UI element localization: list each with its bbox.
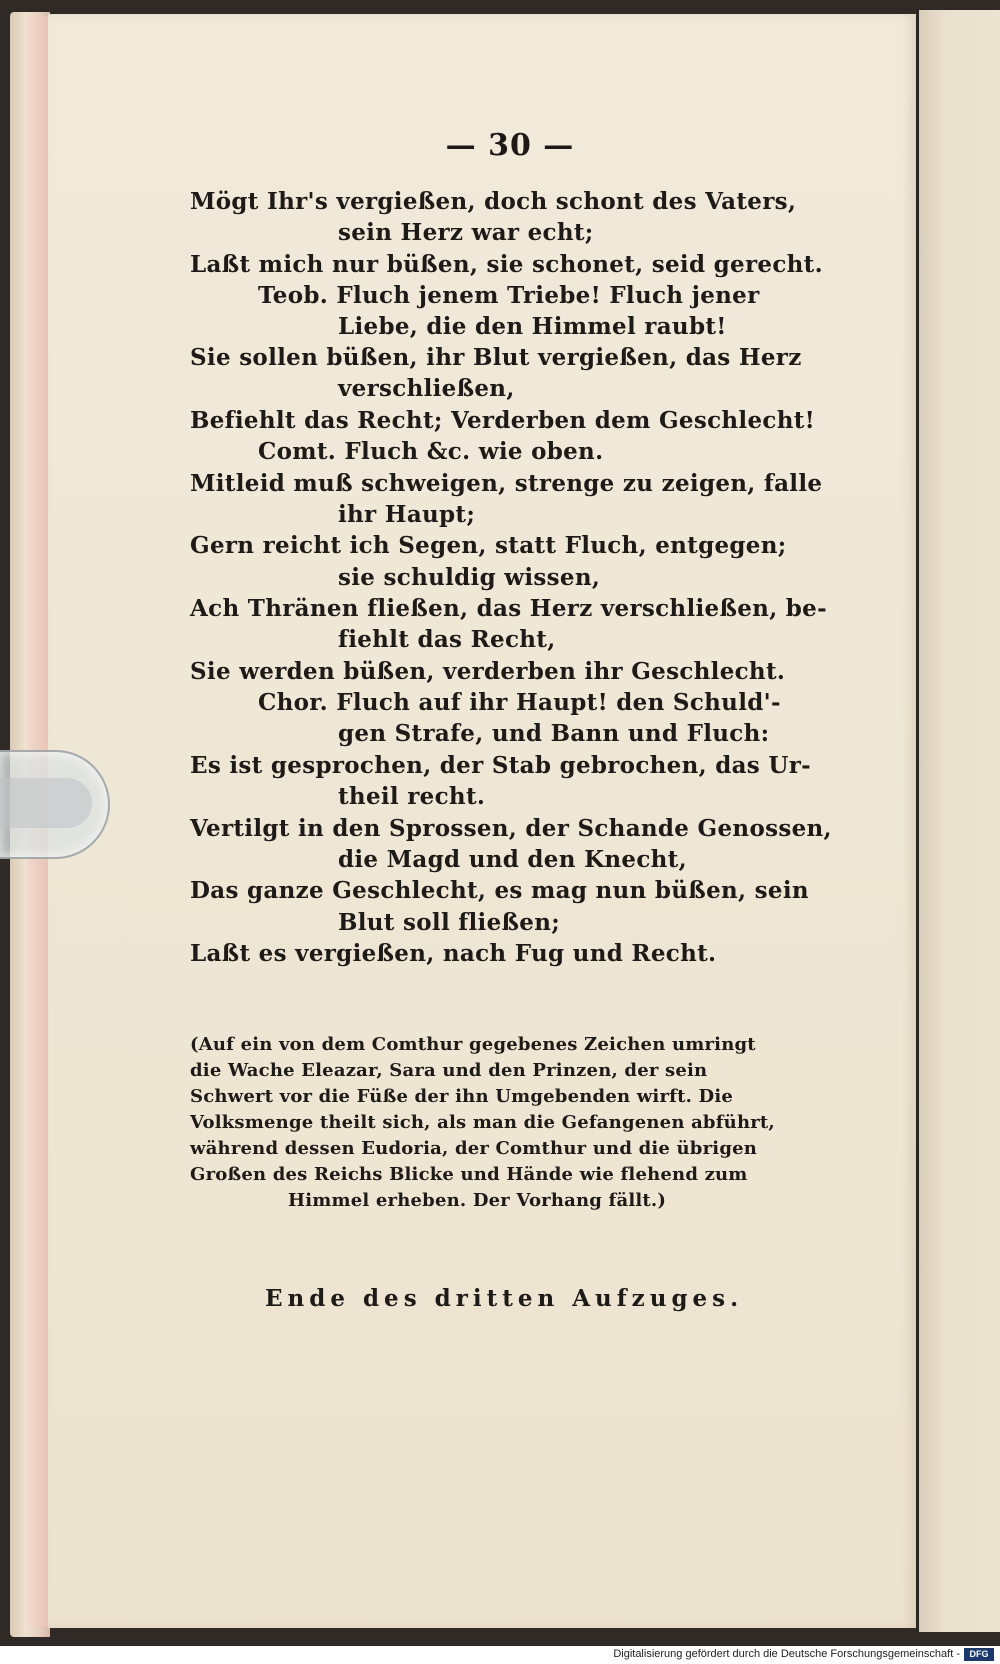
verse-line: Gern reicht ich Segen, statt Fluch, entgegen; — [190, 532, 787, 559]
verse-line: ihr Haupt; — [338, 501, 476, 528]
dfg-logo: DFG — [964, 1648, 994, 1661]
verse-line: Comt. Fluch &c. wie oben. — [258, 438, 604, 465]
stage-direction-line: (Auf ein von dem Comthur gegebenes Zeichen umringt — [190, 1034, 756, 1055]
stage-direction-line: während dessen Eudoria, der Comthur und die übrigen — [190, 1138, 758, 1159]
verse-line: gen Strafe, und Bann und Fluch: — [338, 720, 770, 747]
stage-direction-line: Volksmenge theilt sich, als man die Gefangenen abführt, — [190, 1112, 775, 1133]
verse-line: Sie werden büßen, verderben ihr Geschlecht. — [190, 658, 786, 685]
verse-line: Liebe, die den Himmel raubt! — [338, 313, 727, 340]
verse-line: Laßt mich nur büßen, sie schonet, seid gerecht. — [190, 251, 823, 278]
page-number: — 30 — — [445, 128, 575, 163]
verse-line: Blut soll fließen; — [338, 909, 561, 936]
verse-line: die Magd und den Knecht, — [338, 846, 687, 873]
verse-line: Es ist gesprochen, der Stab gebrochen, das Ur- — [190, 752, 811, 779]
verse-line: Das ganze Geschlecht, es mag nun büßen, sein — [190, 877, 809, 904]
verse-line: Vertilgt in den Sprossen, der Schande Genossen, — [190, 815, 832, 842]
stage-direction-line: Großen des Reichs Blicke und Hände wie flehend zum — [190, 1164, 748, 1185]
verse-line: Mögt Ihr's vergießen, doch schont des Vaters, — [190, 188, 797, 215]
stage-direction-line: die Wache Eleazar, Sara und den Prinzen, der sein — [190, 1060, 708, 1081]
verse-line: sein Herz war echt; — [338, 219, 594, 246]
verse-line: fiehlt das Recht, — [338, 626, 556, 653]
verse-line: Mitleid muß schweigen, strenge zu zeigen, falle — [190, 470, 823, 497]
verse-line: theil recht. — [338, 783, 486, 810]
verse-line: Teob. Fluch jenem Triebe! Fluch jener — [258, 282, 760, 309]
act-closing: Ende des dritten Aufzuges. — [265, 1285, 744, 1312]
verse-line: Chor. Fluch auf ihr Haupt! den Schuld'- — [258, 689, 781, 716]
verse-line: Befiehlt das Recht; Verderben dem Geschlecht! — [190, 407, 816, 434]
stage-direction-line: Schwert vor die Füße der ihn Umgebenden wirft. Die — [190, 1086, 734, 1107]
verse-line: Sie sollen büßen, ihr Blut vergießen, das Herz — [190, 344, 802, 371]
verse-line: verschließen, — [338, 375, 515, 402]
stage-direction-line: Himmel erheben. Der Vorhang fällt.) — [288, 1190, 667, 1211]
verse-line: Laßt es vergießen, nach Fug und Recht. — [190, 940, 717, 967]
verse-line: Ach Thränen fließen, das Herz verschließen, be- — [190, 595, 827, 622]
verse-line: sie schuldig wissen, — [338, 564, 601, 591]
footer-credit: Digitalisierung gefördert durch die Deutsche Forschungsgemeinschaft - — [613, 1648, 960, 1660]
